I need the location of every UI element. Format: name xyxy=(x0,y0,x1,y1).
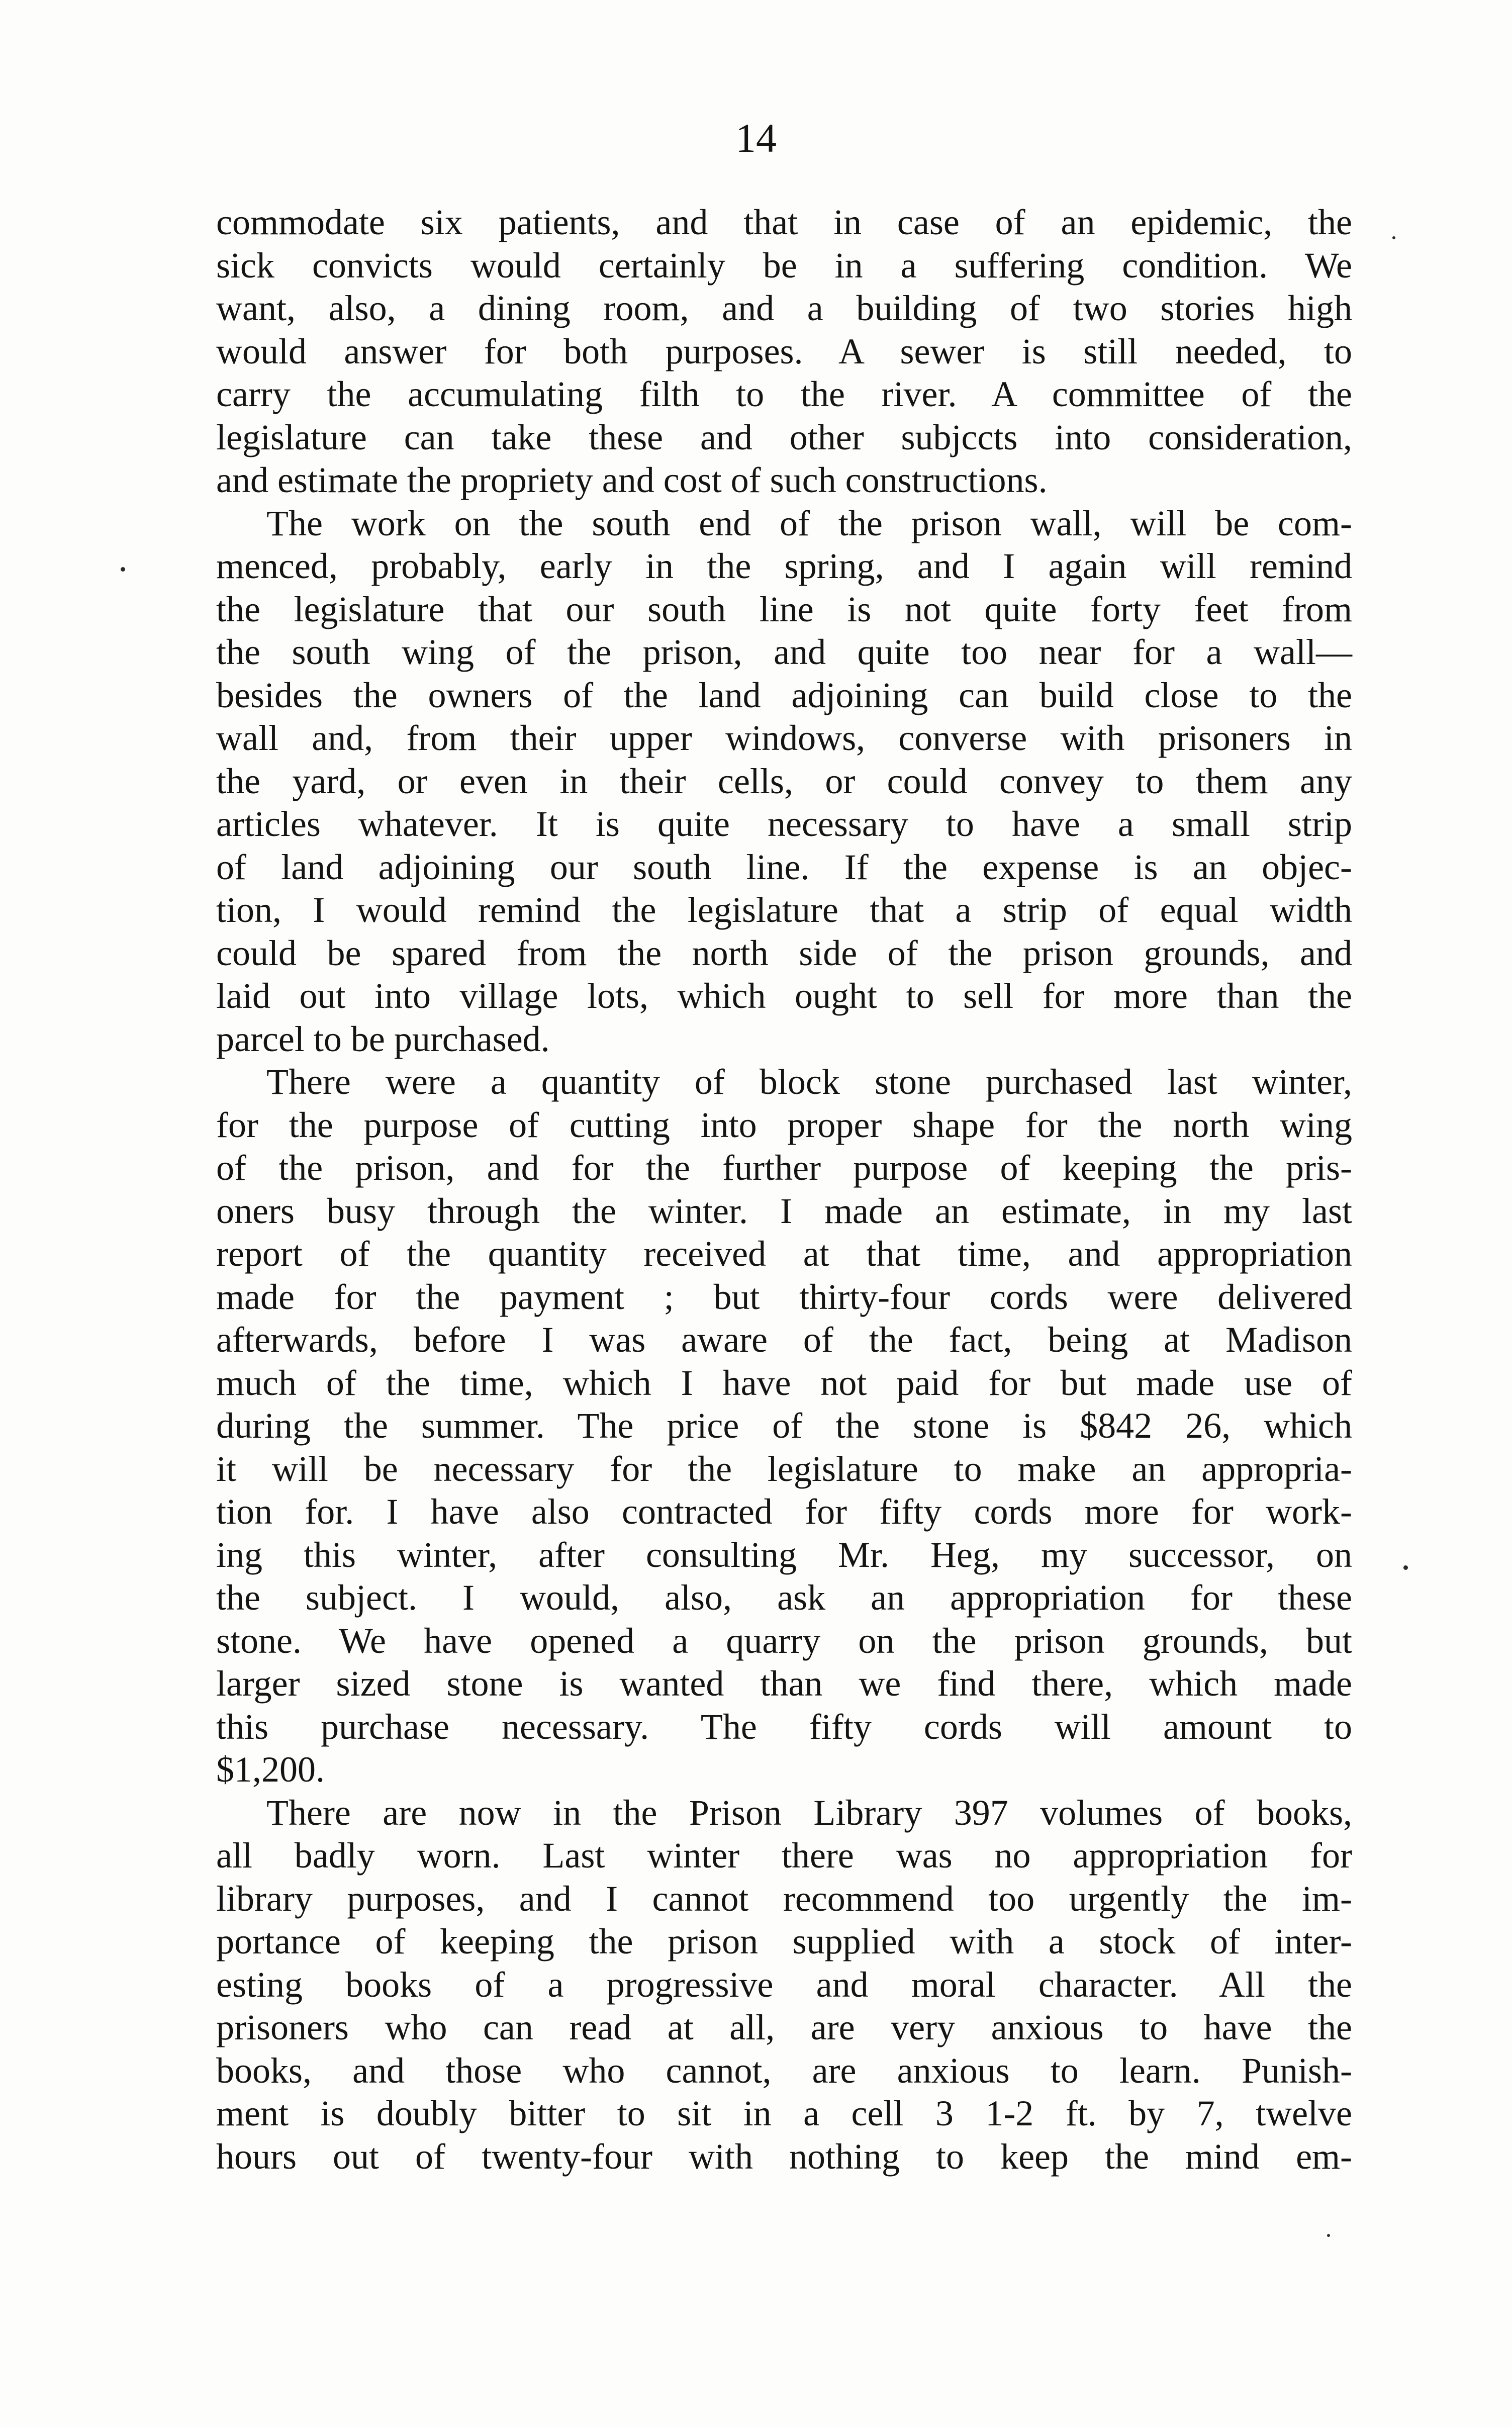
print-speck xyxy=(1327,2234,1330,2237)
text-line: larger sized stone is wanted than we find there, which made xyxy=(216,1663,1352,1704)
text-line: the south wing of the prison, and quite too near for a wall— xyxy=(216,632,1352,672)
text-line: wall and, from their upper windows, converse with prisoners in xyxy=(216,718,1352,758)
text-line: carry the accumulating filth to the river. A committee of the xyxy=(216,374,1352,414)
print-speck xyxy=(1392,236,1395,239)
text-line: of the prison, and for the further purpose of keeping the pris- xyxy=(216,1148,1352,1188)
text-line: much of the time, which I have not paid for but made use of xyxy=(216,1362,1352,1403)
text-line: laid out into village lots, which ought to sell for more than the xyxy=(216,976,1352,1016)
text-line: made for the payment ; but thirty-four cords were delivered xyxy=(216,1276,1352,1317)
text-line: menced, probably, early in the spring, and I again will remind xyxy=(216,546,1352,586)
text-line: There are now in the Prison Library 397 volumes of books, xyxy=(266,1792,1352,1833)
body-text xyxy=(216,201,1352,2178)
text-line: report of the quantity received at that time, and appropriation xyxy=(216,1234,1352,1274)
text-line: this purchase necessary. The fifty cords will amount to xyxy=(216,1706,1352,1747)
text-line: articles whatever. It is quite necessary to have a small strip xyxy=(216,804,1352,844)
text-line: the subject. I would, also, ask an appropriation for these xyxy=(216,1577,1352,1618)
text-line: stone. We have opened a quarry on the prison grounds, but xyxy=(216,1620,1352,1661)
text-line: want, also, a dining room, and a building of two stories high xyxy=(216,288,1352,328)
text-line: of land adjoining our south line. If the expense is an objec- xyxy=(216,847,1352,887)
text-line: during the summer. The price of the stone is $842 26, which xyxy=(216,1406,1352,1446)
text-line: for the purpose of cutting into proper shape for the north wing xyxy=(216,1104,1352,1145)
text-line: library purposes, and I cannot recommend too urgently the im- xyxy=(216,1878,1352,1919)
text-line: portance of keeping the prison supplied with a stock of inter- xyxy=(216,1921,1352,1962)
text-line: commodate six patients, and that in case of an epidemic, the xyxy=(216,202,1352,242)
text-line: ment is doubly bitter to sit in a cell 3 1-2 ft. by 7, twelve xyxy=(216,2093,1352,2133)
text-line: sick convicts would certainly be in a suffering condition. We xyxy=(216,245,1352,286)
text-line: the yard, or even in their cells, or could convey to them any xyxy=(216,761,1352,801)
text-line: could be spared from the north side of the prison grounds, and xyxy=(216,932,1352,973)
text-line: ing this winter, after consulting Mr. Heg, my successor, on xyxy=(216,1534,1352,1575)
text-line: tion, I would remind the legislature that a strip of equal width xyxy=(216,890,1352,930)
text-line: hours out of twenty-four with nothing to keep the mind em- xyxy=(216,2136,1352,2177)
text-line: tion for. I have also contracted for fifty cords more for work- xyxy=(216,1491,1352,1532)
text-line: $1,200. xyxy=(216,1749,325,1790)
text-line: it will be necessary for the legislature to make an appropria- xyxy=(216,1448,1352,1489)
text-line: the legislature that our south line is not quite forty feet from xyxy=(216,589,1352,629)
text-line: There were a quantity of block stone purchased last winter, xyxy=(266,1062,1352,1102)
text-line: prisoners who can read at all, are very anxious to have the xyxy=(216,2007,1352,2047)
text-line: all badly worn. Last winter there was no appropriation for xyxy=(216,1835,1352,1876)
text-line: afterwards, before I was aware of the fact, being at Madison xyxy=(216,1320,1352,1360)
text-line: would answer for both purposes. A sewer is still needed, to xyxy=(216,331,1352,371)
text-line: and estimate the propriety and cost of such constructions. xyxy=(216,460,1048,500)
text-line: besides the owners of the land adjoining can build close to the xyxy=(216,675,1352,715)
page-number: 14 xyxy=(735,115,777,161)
text-line: legislature can take these and other subjccts into consideration, xyxy=(216,417,1352,457)
text-line: oners busy through the winter. I made an estimate, in my last xyxy=(216,1190,1352,1231)
print-speck xyxy=(1403,1565,1408,1570)
text-line: The work on the south end of the prison wall, will be com- xyxy=(266,503,1352,543)
print-speck xyxy=(121,567,125,572)
text-line: books, and those who cannot, are anxious to learn. Punish- xyxy=(216,2050,1352,2091)
text-line: parcel to be purchased. xyxy=(216,1018,550,1059)
text-line: esting books of a progressive and moral character. All the xyxy=(216,1964,1352,2005)
